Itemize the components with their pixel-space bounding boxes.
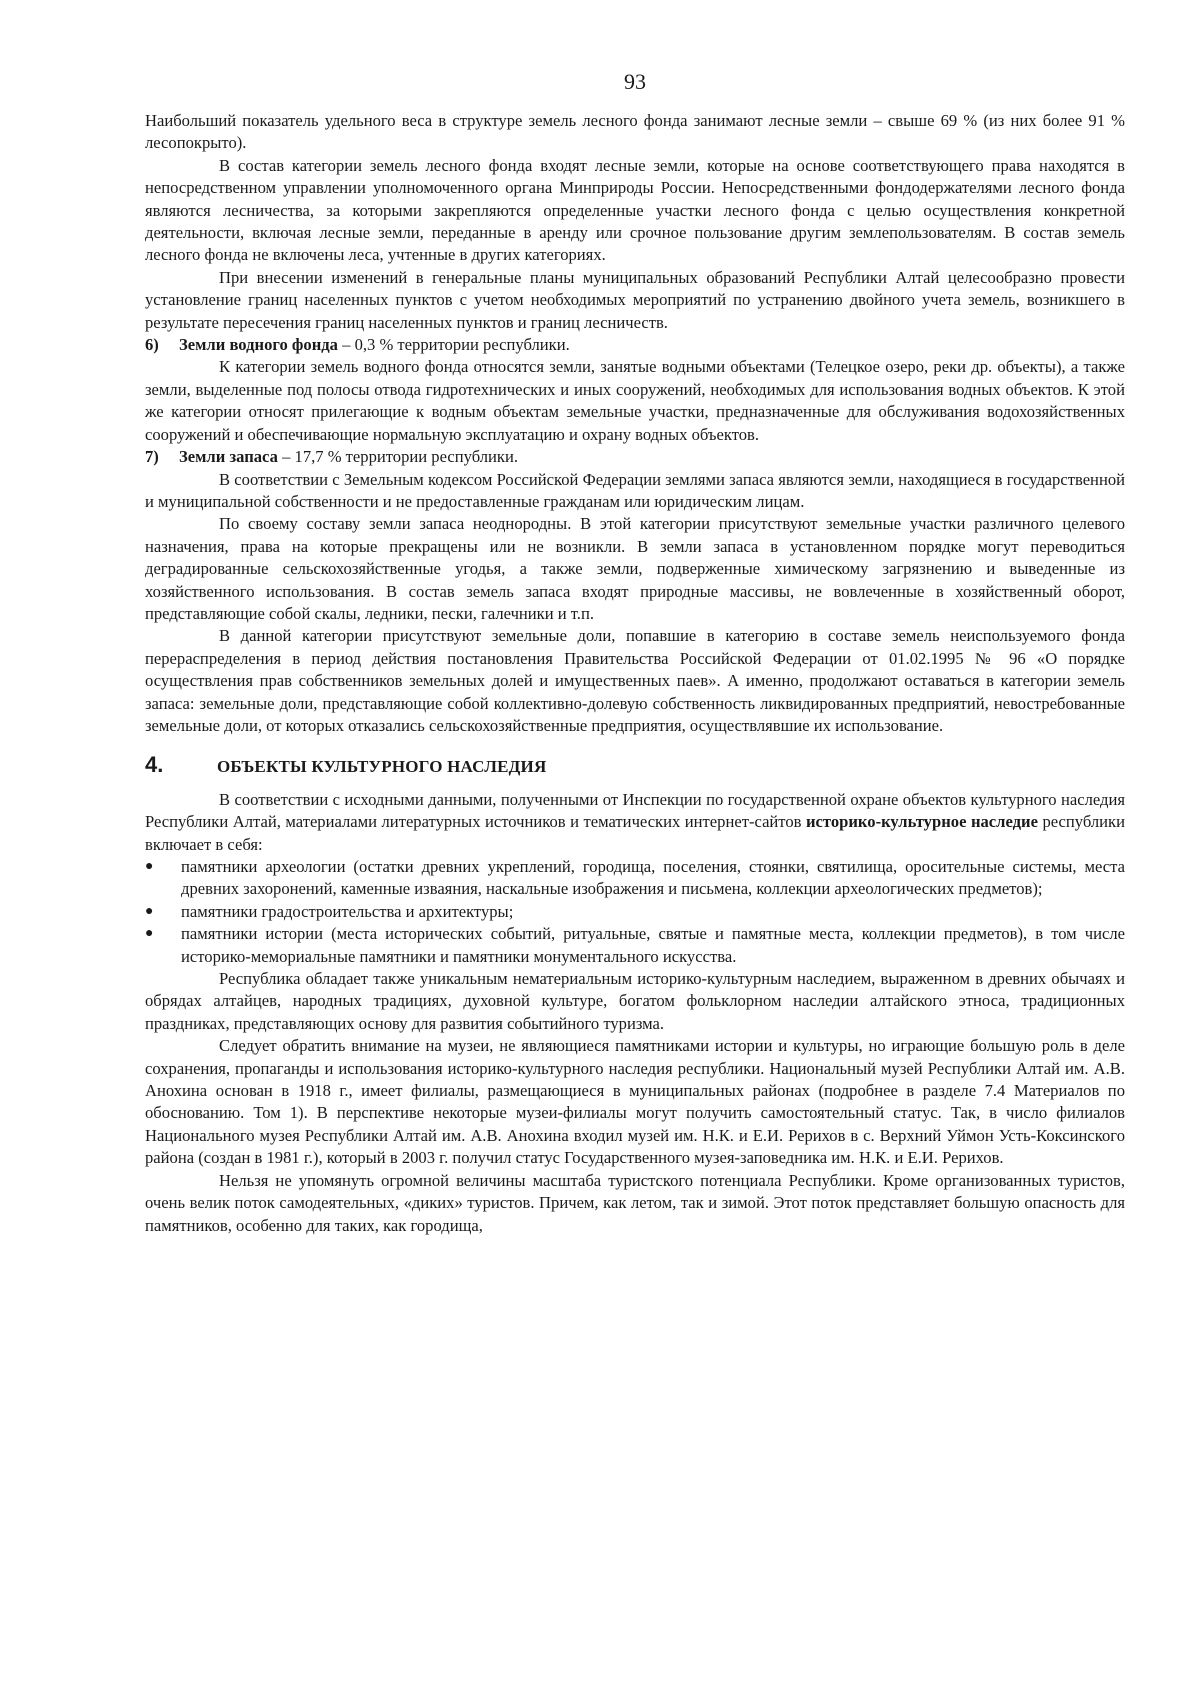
section-title: ОБЪЕКТЫ КУЛЬТУРНОГО НАСЛЕДИЯ: [217, 757, 547, 777]
list-item: [145, 856, 1125, 901]
list-item: [145, 901, 1125, 923]
paragraph-heritage-intro: [145, 789, 1125, 856]
list-item-text: памятники археологии (остатки древних укреплений, городища, поселения, стоянки, святилища, оросительные системы, места древних захоронений, каменные изваяния, наскальные изображения и письмена, коллекции археологических предметов);: [181, 857, 1125, 899]
list-item: [145, 923, 1125, 968]
item-number: 6): [145, 335, 159, 355]
bullet-icon: ●: [145, 859, 154, 874]
item-number: 7): [145, 447, 159, 467]
item-title: Земли запаса: [179, 447, 278, 467]
paragraph-reserve-composition: По своему составу земли запаса неоднородны. В этой категории присутствуют земельные участки различного целевого назначения, права на которые прекращены или не возникли. В земли запаса в установленном порядке могут переводиться деградированные сельскохозяйственные угодья, а также земли, подверженные химическому загрязнению и выведенные из хозяйственного использования. В состав земель запаса входят природные массивы, не вовлеченные в хозяйственный оборот, представляющие собой скалы, ледники, пески, галечники и т.п.: [145, 514, 1125, 623]
paragraph-tourism-potential: Нельзя не упомянуть огромной величины масштаба туристского потенциала Республики. Кроме организованных туристов, очень велик поток самодеятельных, «диких» туристов. Причем, как летом, так и зимой. Этот поток представляет большую опасность для памятников, особенно для таких, как городища,: [145, 1170, 1125, 1235]
item-reserve-lands: [145, 446, 1125, 468]
paragraph-museums: Следует обратить внимание на музеи, не являющиеся памятниками истории и культуры, но играющие большую роль в деле сохранения, пропаганды и использования историко-культурного наследия республики. Национальный музей Республики Алтай им. А.В. Анохина основан в 1918 г., имеет филиалы, размещающиеся в муниципальных районах (подробнее в разделе 7.4 Материалов по обоснованию. Том 1). В перспективе некоторые музеи-филиалы могут получить самостоятельный статус. Так, в число филиалов Национального музея Республики Алтай им. А.В. Анохина входил музей им. Н.К. и Е.И. Рерихов в с. Верхний Уймон Усть-Коксинского района (создан в 1981 г.), который в 2003 г. получил статус Государственного музея-заповедника им. Н.К. и Е.И. Рерихов.: [145, 1036, 1125, 1168]
item-rest: – 17,7 % территории республики.: [277, 447, 518, 467]
item-rest: – 0,3 % территории республики.: [337, 335, 570, 355]
paragraph-reserve-definition: В соответствии с Земельным кодексом Российской Федерации землями запаса являются земли, находящиеся в государственной и муниципальной собственности и не предоставленные гражданам или юридическим лицам.: [145, 469, 1125, 511]
item-title: Земли водного фонда: [179, 335, 338, 355]
page-number: 93: [624, 69, 646, 94]
bullet-icon: ●: [145, 903, 154, 919]
list-item-text: памятники истории (места исторических событий, ритуальные, святые и памятные места, коллекции предметов), в том числе историко-мемориальные памятники и памятники монументального искусства.: [181, 924, 1125, 966]
paragraph-water-fund: К категории земель водного фонда относятся земли, занятые водными объектами (Телецкое озеро, реки др. объекты), а также земли, выделенные под полосы отвода гидротехнических и иных сооружений, необходимых для использования водных объектов. К этой же категории относят прилегающие к водным объектам земельные участки, предназначенные для обслуживания водохозяйственных сооружений и обеспечивающие нормальную эксплуатацию и охрану водных объектов.: [145, 357, 1125, 444]
paragraph-forest-composition: В состав категории земель лесного фонда входят лесные земли, которые на основе соответствующего права находятся в непосредственном управлении уполномоченного органа Минприроды России. Непосредственными фондодержателями лесного фонда являются лесничества, за которыми закрепляются определенные участки лесного фонда с целью осуществления конкретной деятельности, включая лесные земли, переданные в аренду или срочное пользование другим землепользователям. В состав земель лесного фонда не включены леса, учтенные в других категориях.: [145, 155, 1125, 265]
section-number: 4.: [145, 752, 164, 778]
list-item-text: памятники градостроительства и архитектуры;: [181, 901, 514, 921]
paragraph-forest-share: Наибольший показатель удельного веса в структуре земель лесного фонда занимают лесные земли – свыше 69 % (из них более 91 % лесопокрыто).: [145, 111, 1125, 153]
paragraph-reserve-shares: В данной категории присутствуют земельные доли, попавшие в категорию в составе земель неиспользуемого фонда перераспределения в период действия постановления Правительства Российской Федерации от 01.02.1995 № 96 «О порядке осуществления прав собственников земельных долей и имущественных паев». А именно, продолжают оставаться в категории земель запаса: земельные доли, представляющие собой коллективно-долевую собственность ликвидированных предприятий, невостребованные земельные доли, от которых отказались сельскохозяйственные предприятия, осуществлявшие их использование.: [145, 626, 1125, 735]
bullet-icon: ●: [145, 926, 154, 942]
intro-text-before: В соответствии с исходными данными, полученными от Инспекции по государственной охране объектов культурного наследия Республики Алтай, материалами литературных источников и тематических интернет-сайтов: [145, 789, 1125, 832]
intro-bold-term: историко-культурное наследие: [805, 812, 1038, 832]
item-water-fund: [145, 334, 1125, 356]
paragraph-general-plans: При внесении изменений в генеральные планы муниципальных образований Республики Алтай целесообразно провести установление границ населенных пунктов с учетом необходимых мероприятий по устранению двойного учета земель, возникшего в результате пересечения границ населенных пунктов и границ лесничеств.: [145, 267, 1125, 332]
document-page: [145, 62, 1125, 1237]
paragraph-intangible-heritage: Республика обладает также уникальным нематериальным историко-культурным наследием, выраженном в древних обычаях и обрядах алтайцев, народных традициях, духовной культуре, богатом фольклорном наследии алтайского этноса, традиционных праздниках, представляющих основу для развития событийного туризма.: [145, 969, 1125, 1033]
intro-text-after: республики включает в себя:: [145, 812, 1125, 854]
heritage-bullet-list: [145, 856, 1125, 968]
section-heading: [145, 754, 1125, 778]
